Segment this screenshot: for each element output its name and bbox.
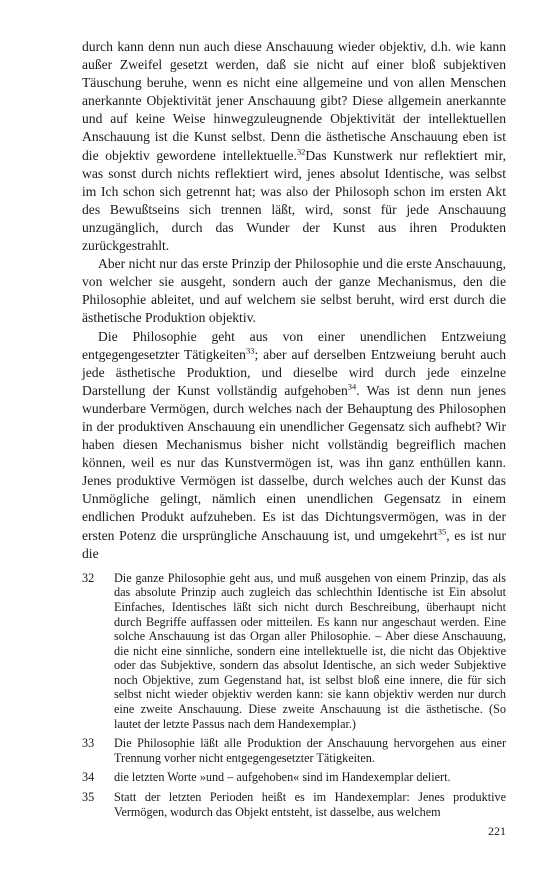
footnote-ref-33[interactable]: 33: [245, 345, 255, 356]
footnote-number: 33: [82, 736, 95, 751]
page-number: 221: [488, 824, 506, 838]
main-text: [82, 38, 506, 563]
footnote-text: Die Philosophie läßt alle Produktion der Anschauung hervorgehen aus einer Trennung vorher nicht entgegengesetzter Tätigkeiten.: [114, 736, 506, 765]
footnote-ref-32[interactable]: 32: [296, 146, 306, 157]
footnote-ref-34[interactable]: 34: [347, 381, 357, 392]
footnote-number: 32: [82, 570, 95, 585]
page: [82, 38, 506, 824]
paragraph-3-part-c: . Was ist denn nun jenes wunderbare Vermögen, durch welches nach der Behauptung des Philosophen in der produktiven Anschauung ein unendlicher Gegensatz sich aufhebt? Wir haben diesen Mechanismus bisher nicht vollständig begreiflich machen können, weil es nur das Kunstvermögen ist, was ihn ganz enthüllen kann. Jenes produktive Vermögen ist dasselbe, durch welches auch der Kunst das Unmögliche gelingt, nämlich einen unendlichen Gegensatz in einem endlichen Produkt aufzuheben. Es ist das Dichtungsvermögen, was in der ersten Potenz die ursprüngliche Anschauung ist, und umgekehrt: [82, 382, 506, 543]
paragraph-1-part-b: Das Kunstwerk nur reflektiert mir, was sonst durch nichts reflektiert wird, jenes absolut Identische, was selbst im Ich schon sich getrennt hat; was also der Philosoph schon im ersten Akt des Bewußtseins sich trennen läßt, wird, sonst für jede Anschauung unzugänglich, durch das Wunder der Kunst aus ihren Produkten zurückgestrahlt.: [82, 147, 506, 254]
footnote-text: die letzten Worte »und – aufgehoben« sind im Handexemplar deliert.: [114, 770, 451, 785]
paragraph-3-part-d: , es ist nur die: [82, 527, 506, 561]
footnote-ref-35[interactable]: 35: [437, 526, 447, 536]
footnotes: [82, 571, 506, 820]
footnote-text: Die ganze Philosophie geht aus, und muß ausgehen von einem Prinzip, das als das absolute Prinzip auch zugleich das schlechthin Identische ist Ein absolut Einfaches, Identisches läßt sich nicht durch Beschreibung, überhaupt nicht durch Begriffe auffassen oder mitteilen. Es kann nur angeschaut werden. Eine solche Anschauung ist das Organ aller Philosophie. – Aber diese Anschauung, die nicht eine sinnliche, sondern eine intellektuelle ist, die nicht das Objektive oder das Subjektive, sondern das absolut Identische, an sich weder Subjektive noch Objektive, zum Gegenstand hat, ist selbst bloß eine innere, die für sich selbst nicht wieder objektiv werden kann: sie kann objektiv werden nur durch eine zweite Anschauung. Diese zweite Anschauung ist die ästhetische. (So lautet der letzte Passus nach dem Handexemplar.): [114, 570, 506, 731]
footnote-33: [82, 736, 506, 765]
paragraph-3-part-b: ; aber auf derselben Entzweiung beruht auch jede ästhetische Produktion, und dieselbe wird durch jede einzelne Darstellung der Kunst vollständig aufgehoben: [82, 346, 507, 398]
footnote-32: [82, 571, 506, 732]
footnote-35: [82, 790, 506, 819]
paragraph-3-part-a: Die Philosophie geht aus von einer unendlichen Entzweiung entgegengesetzter Tätigkeiten: [82, 328, 506, 362]
footnote-number: 35: [82, 790, 95, 805]
footnote-number: 34: [82, 770, 95, 785]
paragraph-1: [82, 38, 506, 255]
footnote-text: Statt der letzten Perioden heißt es im Handexemplar: Jenes produktive Vermögen, wodurch das Objekt entsteht, ist dasselbe, aus welchem: [114, 790, 506, 819]
paragraph-1-part-a: durch kann denn nun auch diese Anschauung wieder objektiv, d.h. wie kann außer Zweifel gesetzt werden, daß sie nicht auf einer bloß subjektiven Täuschung beruhe, wenn es nicht eine allgemeine und von allen Menschen anerkannte Objektivität jener Anschauung gibt? Diese allgemein anerkannte und auf keine Weise hinwegzuleugnende Objektivität der intellektuellen Anschauung ist die Kunst selbst. Denn die ästhetische Anschauung eben ist die objektiv gewordene intellektuelle.: [82, 39, 506, 163]
footnote-34: [82, 770, 506, 785]
paragraph-2: Aber nicht nur das erste Prinzip der Philosophie und die erste Anschauung, von welcher sie ausgeht, sondern auch der ganze Mechanismus, den die Philosophie ableitet, und auf welchem sie selbst beruht, wird erst durch die ästhetische Produktion objektiv.: [82, 256, 506, 326]
paragraph-3: [82, 328, 506, 563]
